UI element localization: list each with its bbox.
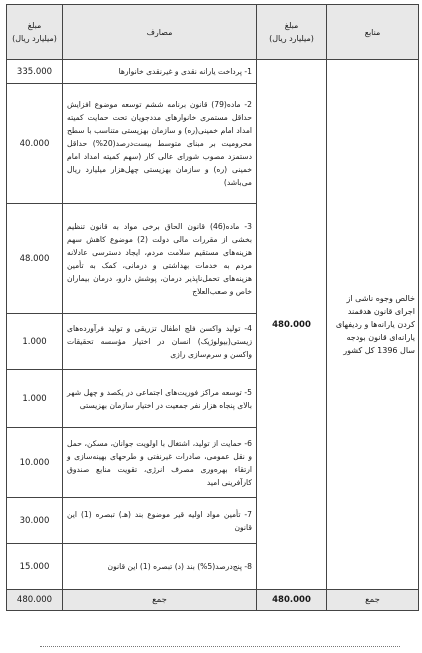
page-bottom-divider: [40, 646, 400, 651]
header-row: [7, 5, 419, 60]
expense-amount-3: 48.000: [7, 204, 63, 314]
expense-amount-2: 40.000: [7, 84, 63, 204]
expense-amount-4: 1.000: [7, 314, 63, 370]
budget-table: [6, 4, 419, 611]
source-amount-header: [257, 5, 327, 60]
expense-desc-1: 1- پرداخت یارانه نقدی و غیرنقدی خانوارها: [63, 60, 257, 84]
expense-desc-3: 3- ماده(46) قانون الحاق برخی مواد به قانون تنظیم بخشی از مقررات مالی دولت (2) موضوع کاهش سهم هزینه‌های مستقیم سلامت مردم، ایجاد دسترسی عادلانه مردم به خدمات بهداشتی و درمانی، کمک به تأمین هزینه‌های تحمل‌ناپذیر درمان، پوشش دارو، درمان بیماران خاص و صعب‌العلاج: [63, 204, 257, 314]
expenses-total-amount: 480.000: [7, 590, 63, 611]
total-row: [7, 590, 419, 611]
source-amount-header-line2: (میلیارد ریال): [269, 34, 314, 43]
source-description: خالص وجوه ناشی از اجرای قانون هدفمند کردن یارانه‌ها و ردیفهای یارانه‌ای قانون بودجه سال 1396 کل کشور: [327, 60, 419, 590]
expense-desc-5: 5- توسعه مراکز فوریت‌های اجتماعی در یکصد و چهل شهر بالای پنجاه هزار نفر جمعیت در اختیار سازمان بهزیستی: [63, 370, 257, 428]
expense-amount-header-line2: (میلیارد ریال): [12, 34, 57, 43]
source-amount-header-line1: مبلغ: [284, 21, 299, 30]
source-amount: 480.000: [257, 60, 327, 590]
expense-amount-1: 335.000: [7, 60, 63, 84]
expense-amount-7: 30.000: [7, 498, 63, 544]
sources-total-label: جمع: [327, 590, 419, 611]
expense-desc-2: 2- ماده(79) قانون برنامه ششم توسعه موضوع افزایش حداقل مستمری خانوارهای مددجویان تحت حمایت کمیته امداد امام خمینی(ره) و سازمان بهزیستی متناسب با سطح محرومیت بر مبنای متوسط بیست‌درصد(20%) حداقل دستمزد مصوب شورای عالی کار (سهم کمیته امداد امام خمینی (ره) و سازمان بهزیستی چهل‌هزار میلیارد ریال می‌باشد): [63, 84, 257, 204]
expense-amount-8: 15.000: [7, 544, 63, 590]
expenses-header: مصارف: [63, 5, 257, 60]
expense-desc-8: 8- پنج‌درصد(5%) بند (د) تبصره (1) این قانون: [63, 544, 257, 590]
expense-amount-header: [7, 5, 63, 60]
table-row: [7, 60, 419, 84]
expense-desc-6: 6- حمایت از تولید، اشتغال با اولویت جوانان، مسکن، حمل و نقل عمومی، صادرات غیرنفتی و طرحهای بهینه‌سازی و ارتقاء بهره‌وری مصرف انرژی، تقویت منابع صندوق کارآفرینی امید: [63, 428, 257, 498]
sources-header: منابع: [327, 5, 419, 60]
expense-desc-7: 7- تأمین مواد اولیه قیر موضوع بند (هـ) تبصره (1) این قانون: [63, 498, 257, 544]
sources-total-amount: 480.000: [257, 590, 327, 611]
expenses-total-label: جمع: [63, 590, 257, 611]
expense-amount-5: 1.000: [7, 370, 63, 428]
expense-desc-4: 4- تولید واکسن فلج اطفال تزریقی و تولید فرآورده‌های زیستی(بیولوژیک) انسان در اختیار مؤسسه تحقیقات واکسن و سرم‌سازی رازی: [63, 314, 257, 370]
expense-amount-6: 10.000: [7, 428, 63, 498]
expense-amount-header-line1: مبلغ: [27, 21, 42, 30]
